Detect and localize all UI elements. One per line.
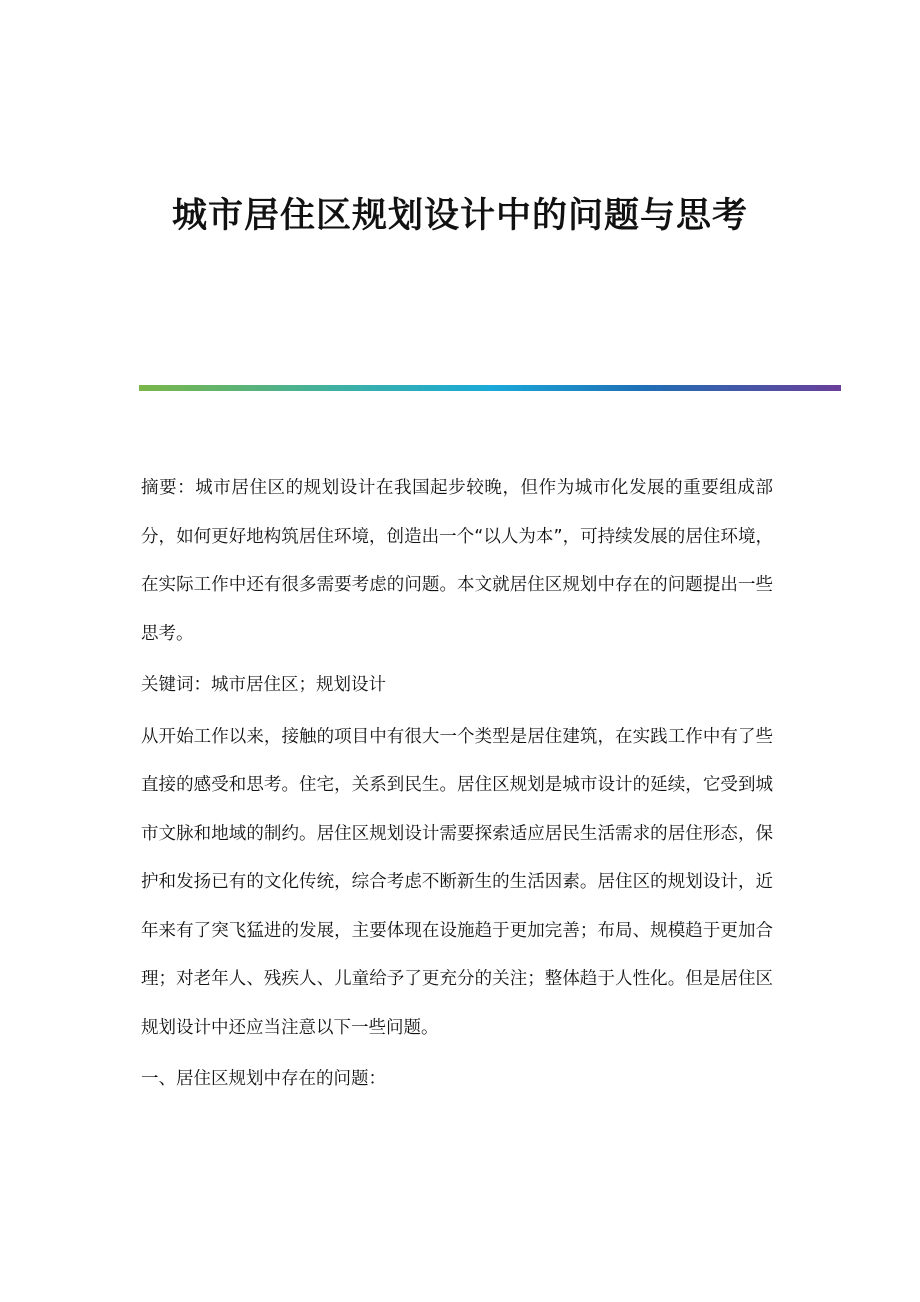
document-body — [141, 464, 773, 1107]
section-heading: 一、居住区规划中存在的问题： — [141, 1069, 386, 1089]
abstract-paragraph: 摘要：城市居住区的规划设计在我国起步较晚，但作为城市化发展的重要组成部分，如何更好地构筑居住环境，创造出一个“以人为本”，可持续发展的居住环境，在实际工作中还有很多需要考虑的问题。本文就居住区规划中存在的问题提出一些思考。 — [141, 478, 773, 644]
document-title: 城市居住区规划设计中的问题与思考 — [171, 195, 748, 236]
intro-paragraph: 从开始工作以来，接触的项目中有很大一个类型是居住建筑，在实践工作中有了些直接的感受和思考。住宅，关系到民生。居住区规划是城市设计的延续，它受到城市文脉和地域的制约。居住区规划设计需要探索适应居民生活需求的居住形态，保护和发扬已有的文化传统，综合考虑不断新生的生活因素。居住区的规划设计，近年来有了突飞猛进的发展，主要体现在设施趋于更加完善；布局、规模趋于更加合理；对老年人、残疾人、儿童给予了更充分的关注；整体趋于人性化。但是居住区规划设计中还应当注意以下一些问题。 — [141, 726, 773, 1038]
keywords-line: 关键词：城市居住区；规划设计 — [141, 675, 386, 695]
title-divider — [139, 385, 841, 391]
